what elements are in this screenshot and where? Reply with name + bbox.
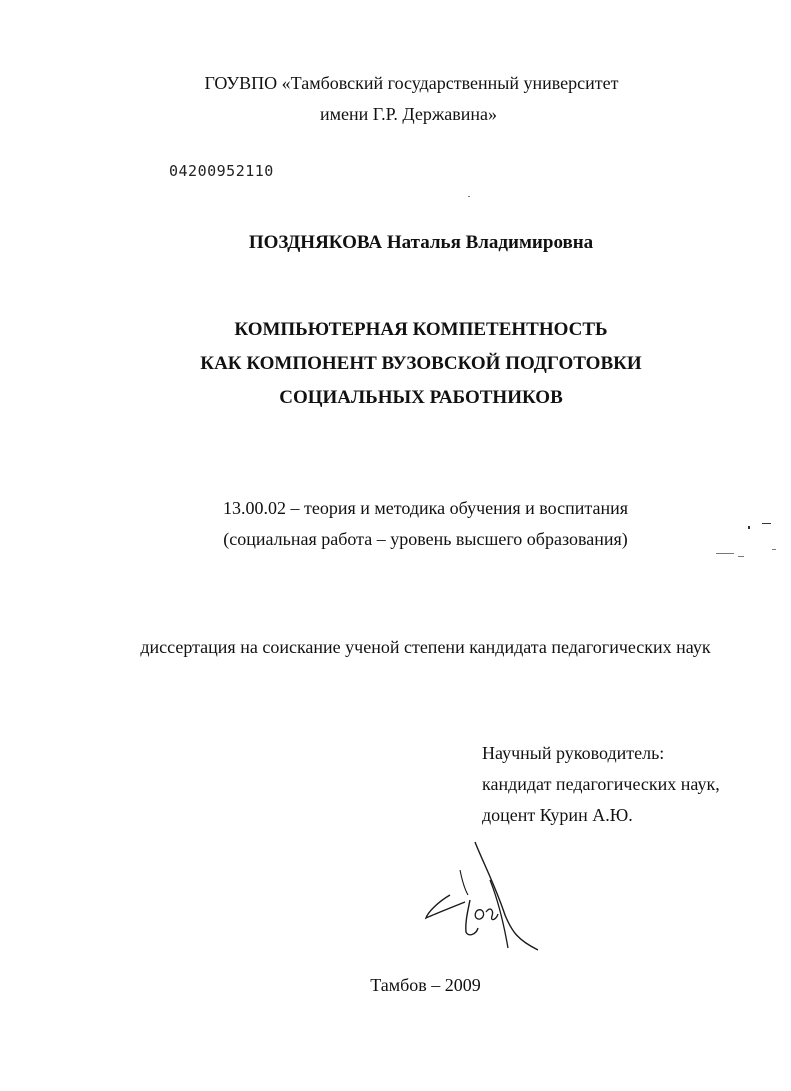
title-line-2: КАК КОМПОНЕНТ ВУЗОВСКОЙ ПОДГОТОВКИ — [200, 353, 642, 374]
supervisor-rank: кандидат педагогических наук, — [482, 774, 720, 794]
specialty-detail-line: (социальная работа – уровень высшего образования) — [223, 529, 628, 549]
degree-statement: диссертация на соискание ученой степени кандидата педагогических наук — [140, 637, 711, 657]
scan-speck — [468, 196, 470, 197]
title-line-1: КОМПЬЮТЕРНАЯ КОМПЕТЕНТНОСТЬ — [234, 319, 608, 340]
document-code: 04200952110 — [169, 162, 274, 180]
supervisor-block — [482, 738, 720, 831]
scan-speck — [716, 553, 734, 554]
supervisor-heading: Научный руководитель: — [482, 743, 665, 763]
institution-line-1: ГОУВПО «Тамбовский государственный университет — [204, 73, 619, 93]
city-year: Тамбов – 2009 — [370, 975, 481, 995]
title-line-3: СОЦИАЛЬНЫХ РАБОТНИКОВ — [279, 387, 563, 408]
scan-speck — [762, 523, 771, 524]
scan-speck — [748, 526, 750, 529]
supervisor-name: доцент Курин А.Ю. — [482, 805, 633, 825]
institution-line-2: имени Г.Р. Державина» — [319, 104, 498, 124]
specialty-code-line: 13.00.02 – теория и методика обучения и воспитания — [222, 498, 629, 518]
signature-image — [420, 840, 560, 955]
dissertation-title — [0, 313, 791, 415]
author-name: ПОЗДНЯКОВА Наталья Владимировна — [248, 232, 594, 253]
scan-speck — [738, 556, 744, 557]
scan-speck — [772, 549, 776, 550]
